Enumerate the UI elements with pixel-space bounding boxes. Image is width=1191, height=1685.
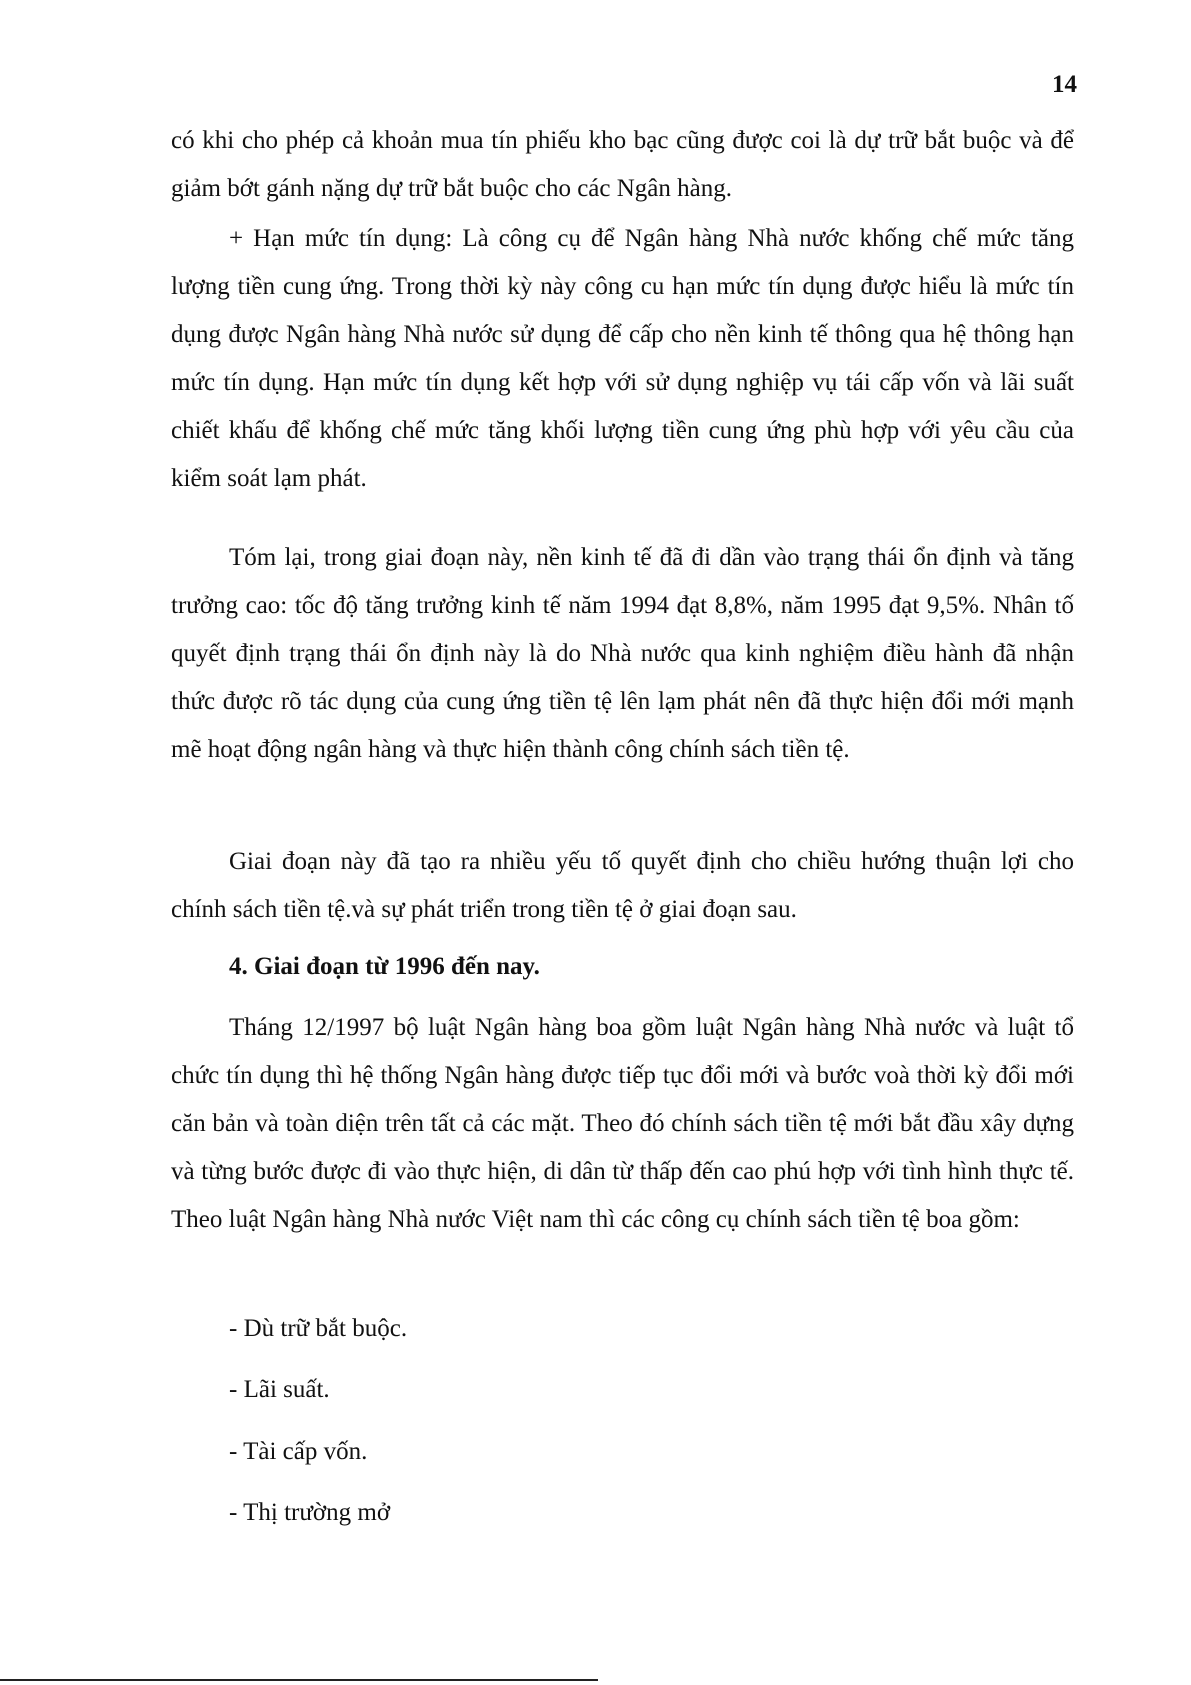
list-item: - Dù trữ bắt buộc.: [229, 1315, 408, 1342]
paragraph-credit-limit: + Hạn mức tín dụng: Là công cụ để Ngân hàng Nhà nước khống chế mức tăng lượng tiền cung ứng. Trong thời kỳ này công cu hạn mức tín dụng được hiểu là mức tín dụng được Ngân hàng Nhà nước sử dụng để cấp cho nền kinh tế thông qua hệ thông hạn mức tín dụng. Hạn mức tín dụng kết hợp với sử dụng nghiệp vụ tái cấp vốn và lãi suất chiết khấu để khống chế mức tăng khối lượng tiền cung ứng phù hợp với yêu cầu của kiểm soát lạm phát.: [171, 225, 1074, 492]
paragraph-period-outcome: Giai đoạn này đã tạo ra nhiều yếu tố quyết định cho chiều hướng thuận lợi cho chính sách tiền tệ.và sự phát triển trong tiền tệ ở giai đoạn sau.: [171, 848, 1074, 923]
footer-rule: [0, 1679, 598, 1681]
list-item: - Thị trường mở: [229, 1499, 391, 1526]
paragraph-banking-law: Tháng 12/1997 bộ luật Ngân hàng boa gồm luật Ngân hàng Nhà nước và luật tổ chức tín dụng thì hệ thống Ngân hàng được tiếp tục đổi mới và bước voà thời kỳ đổi mới căn bản và toàn diện trên tất cả các mặt. Theo đó chính sách tiền tệ mới bắt đầu xây dựng và từng bước được đi vào thực hiện, di dân từ thấp đến cao phú hợp với tình hình thực tế. Theo luật Ngân hàng Nhà nước Việt nam thì các công cụ chính sách tiền tệ boa gồm:: [171, 1014, 1074, 1233]
page-number: 14: [1052, 71, 1077, 98]
list-item: - Tài cấp vốn.: [229, 1438, 368, 1465]
paragraph-summary: Tóm lại, trong giai đoạn này, nền kinh tế đã đi dần vào trạng thái ổn định và tăng trưởng cao: tốc độ tăng trưởng kinh tế năm 1994 đạt 8,8%, năm 1995 đạt 9,5%. Nhân tố quyết định trạng thái ổn định này là do Nhà nước qua kinh nghiệm điều hành đã nhận thức được rõ tác dụng của cung ứng tiền tệ lên lạm phát nên đã thực hiện đổi mới mạnh mẽ hoạt động ngân hàng và thực hiện thành công chính sách tiền tệ.: [171, 544, 1074, 763]
paragraph-reserve-continuation: có khi cho phép cả khoản mua tín phiếu kho bạc cũng được coi là dự trữ bắt buộc và để giảm bớt gánh nặng dự trữ bắt buộc cho các Ngân hàng.: [171, 127, 1074, 202]
list-item: - Lãi suất.: [229, 1376, 330, 1403]
section-heading: 4. Giai đoạn từ 1996 đến nay.: [229, 953, 540, 980]
